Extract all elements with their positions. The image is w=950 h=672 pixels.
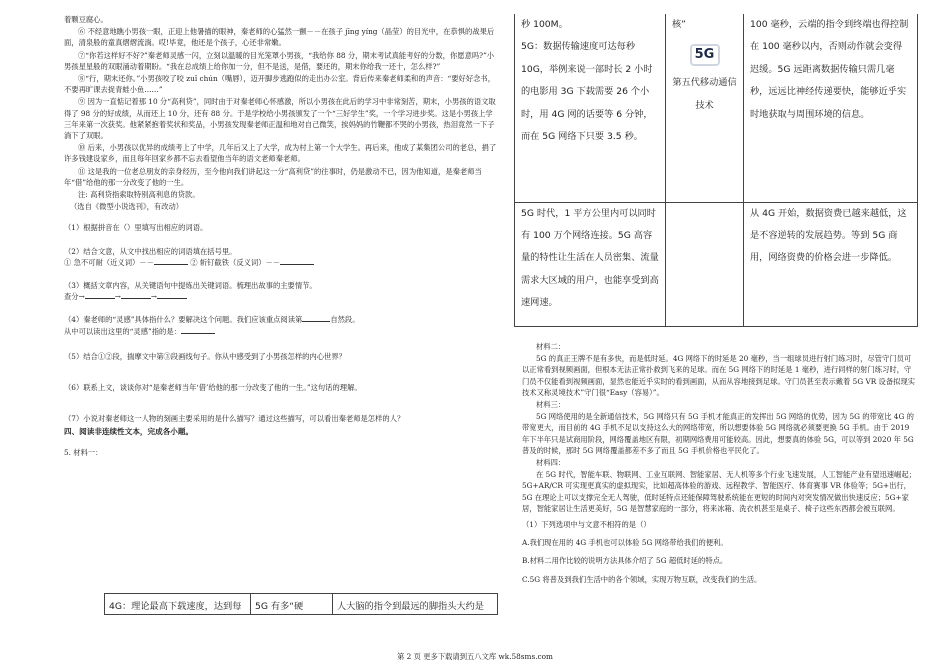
question-3: （3）概括文章内容，从关键语句中提炼出关键词语。梳理出故事的主要情节。 [64,281,317,291]
chain-start: 查分 [64,292,79,302]
answer-blank[interactable] [154,264,188,265]
logo-text: 5G [694,47,715,63]
material-text: 在 5G 时代，智能车联、物联网、工业互联网、智能家居、无人机等多个行业飞速发展，人工智能产业有望迅速崛起；5G+AR/CR 可实现更真实的虚拟现实，比如超高体验的游戏、远程教学、智能医疗、体育赛事 VR 体验等；5G+出行，5G 在理论上可以支撑完全无人驾驶，低时延特点还能保障驾驶系统能在更短的时间内对突发情况做出快速反应；5G+家居，智能家居让生活更美好，5G 是智慧家庭的一部分，将来冰箱、洗衣机甚至是桌子、椅子这些东西都会被互联网。 [522,470,916,513]
question-4-line2 [64,326,498,337]
material-table [514,14,918,327]
arrow-icon: → [78,292,85,302]
materials [522,341,918,585]
paragraph: ⑥ 不经意地瞧小男孩一眼，正迎上他暑描的眼神，秦老师的心猛然一颤－－在孩子 jīng yíng（晶莹）的目光中，在恭惧的战果后面，清泉般的童真熠熠流淌。哎!毕竟，他还是个孩子，心还非常嫩。 [64,27,495,48]
table-cell: 5G 有多“硬 [251,594,333,615]
arrow-icon: → [114,292,121,302]
question-4-text: （4）秦老师的“灵感”具体指什么？要解决这个问题。我们应该重点阅读第 [64,315,303,325]
arrow-icon: → [150,292,157,302]
paragraph: ⑦“你若这样好不好?”秦老师灵感一闪，立刻以温暖的目光笼罩小男孩，“我给你 88 分，期末考试真能考好的分数，你愿意吗?”小男孩星星般的双眼涌动着期盼。“我在总成绩上给你加一分，但不是送，是借，要还的，期末你给我一还十，怎么样?” [64,50,495,71]
paragraph: ⑪ 这是我的一位老总朋友的亲身经历，至今他向我们讲起这一分“高利贷”的往事时，仍是激动不已，因为他知道，是秦老师当年“借”给他的那一分改变了他的一生。 [64,166,482,187]
table-cell: 5G 时代，1 平方公里内可以同时有 100 万个网络连接。5G 高容量的特性让生活在人员密集、流量需求大区域的用户，也能享受到高速网速。 [515,202,666,326]
table-cell-5g [666,14,744,202]
table-cell: 从 4G 开始，数据资费已越来越低，这是不容逆转的发展趋势。等到 5G 商用，网络资费的价格会进一步降低。 [744,202,918,326]
material-label: 材料二： [536,342,566,351]
answer-blank[interactable] [181,333,215,334]
paragraph: ⑩ 后来，小男孩以优异的成绩考上了中学，几年后又上了大学，成为村上第一个大学生。再后来，他成了某集团公司的老总，捐了许多钱建设家乡，而且每年回家乡都不忘去看望他当年的语文老师秦老师。 [64,143,497,164]
option-a[interactable]: A.我们现在用的 4G 手机也可以体验 5G 网络带给我们的便利。 [522,538,728,548]
material-text: 5G 网络使用的是全新通信技术，5G 网络只有 5G 手机才能真正的发挥出 5G 网络的优势，因为 5G 的带宽比 4G 的带宽更大，而目前的 4G 手机不足以支持这么大的网络带宽，所以想要体验 5G 网络就必须要更换 5G 手机。由于 2019 年下半年只是试商用阶段，网络覆盖地区有限，初期网络费用可能较高。因此，想要真的体验 5G，可以等到 2020 年 5G 普及的时候，那时 5G 网络覆盖都差不多了而且 5G 手机价格也平民化了。 [522,412,914,455]
material-text: 5G 的真正王牌不是有多快，而是低时延。4G 网络下的时延是 20 毫秒，当一组球员进行射门练习时，尽管守门员可以正常看到视频画面，但根本无法正常扑救到飞来的足球。而在 5G 网络下的时延是 1 毫秒，进行同样的射门练习时，守门员不仅能看到视频画面，显然也能近乎实时的看到画面，从而从容地接到足球。守门员甚至表示戴着 5G VR 设备拟现实技术又称灵境技术”守门很“Easy（容易）”。 [522,354,916,397]
answer-blank[interactable] [302,321,330,322]
question-1: （1）下列选项中与文意不相符的是（） [522,520,651,530]
question-6: （6）联系上文，谈谈你对“是秦老师当年‘借’给他的那一分改变了他的一生。”这句话的理解。 [64,383,362,393]
table-cell: 4G：理论最高下载速度，达到每 [105,594,251,615]
plot-chain [64,291,498,302]
paragraph: ⑨ 因为一直惦记着那 10 分“高利贷”，同时由于对秦老师心怀感激，所以小男孩在此后的学习中非常刻苦，期末，小男孩的语文取得了 98 分的好成绩，从而还上 10 分，还有 88 分。于是学校给小男孩颁发了一个“三好学生”奖，一个学习进步奖。这是小男孩上学三年来第一次获奖。他紧紧抱着奖状和奖品，小男孩发现秦老师正温和地对自己微笑，挨妈妈的竹鞭都不哭的小男孩，热泪竟然一下子淌下了双眼。 [64,97,496,141]
note: 注: 高利贷指索取特别高利息的贷款。 [78,190,200,200]
question-5-material: 5. 材料一： [64,448,103,458]
q2-item-a: ① 急不可耐（近义词）－－ [64,257,154,267]
option-c[interactable]: C.5G 将普及到我们生活中的各个领域，实现万物互联，改变我们的生活。 [522,574,762,584]
question-2: （2）结合文意，从文中找出相应的词语填在括号里。 [64,246,237,256]
table-cell-empty [666,202,744,326]
table-cell: 秒 100M。 5G：数据传输速度可达每秒 10G，举例来说一部时长 2 小时的电影用 3G 下载需要 26 个小时，用 4G 网的话要等 6 分钟，而在 5G 网络下只要 3.5 秒。 [515,14,666,202]
question-1: （1）根据拼音在（）里填写出相应的词语。 [64,223,208,233]
question-4-text-2: 从中可以读出这里的“灵感”指的是： [64,326,181,336]
table-cell: 100 毫秒，云端的指令到终端也得控制在 100 毫秒以内，否则动作就会变得迟缓。5G 远距离数据传输只需几毫秒，远远比神经传递要快，能够近乎实时地获取与周围环境的信息。 [744,14,918,202]
option-b[interactable]: B.材料二用作比较的说明方法具体介绍了 5G 超低时延的特点。 [522,556,728,566]
question-4-suffix: 自然段。 [330,315,360,325]
question-2-items [64,257,498,268]
source-citation: （选自《微型小说选刊》，有改动） [70,202,184,212]
question-7: （7）小说对秦老师这一人物的刻画主要采用的是什么描写？通过这些描写，可以看出秦老师是怎样的人？ [64,414,405,424]
answer-blank[interactable] [157,298,187,299]
material-label: 材料四： [536,458,566,468]
left-column [64,14,498,459]
table-cell: 人大脑的指令到最远的脚指头大约是 [333,594,498,615]
paragraph: ⑧“行，期末还你。”小男孩咬了咬 zuǐ chún（嘴唇），迈开脚步逃跑似的走出办公室。背后传来秦老师柔和的声音：“要好好念书，不要再旷课去捉青蛙小鱼……” [64,74,496,95]
table-cell-text: 核” [672,19,686,30]
paragraph: 着颗豆腐心。 [64,15,108,24]
section-heading: 四、阅读非连续性文本，完成各小题。 [64,427,194,437]
q2-item-b: ② 斩钉截铁（反义词）－－ [190,257,281,267]
answer-blank[interactable] [85,298,115,299]
5g-logo-icon [690,44,720,66]
material-label: 材料三： [536,400,566,410]
answer-blank[interactable] [280,264,314,265]
question-5: （5）结合①②段，揣摩文中第③段画线句子。你从中感受到了小男孩怎样的内心世界？ [64,351,346,361]
question-4 [64,314,498,325]
material-table-start [104,593,498,624]
answer-blank[interactable] [121,298,151,299]
page-footer: 第 2 页 更多下载请到五八文库 wk.58sms.com [397,652,553,661]
table-cell-text: 第五代移动通信技术 [672,77,737,111]
